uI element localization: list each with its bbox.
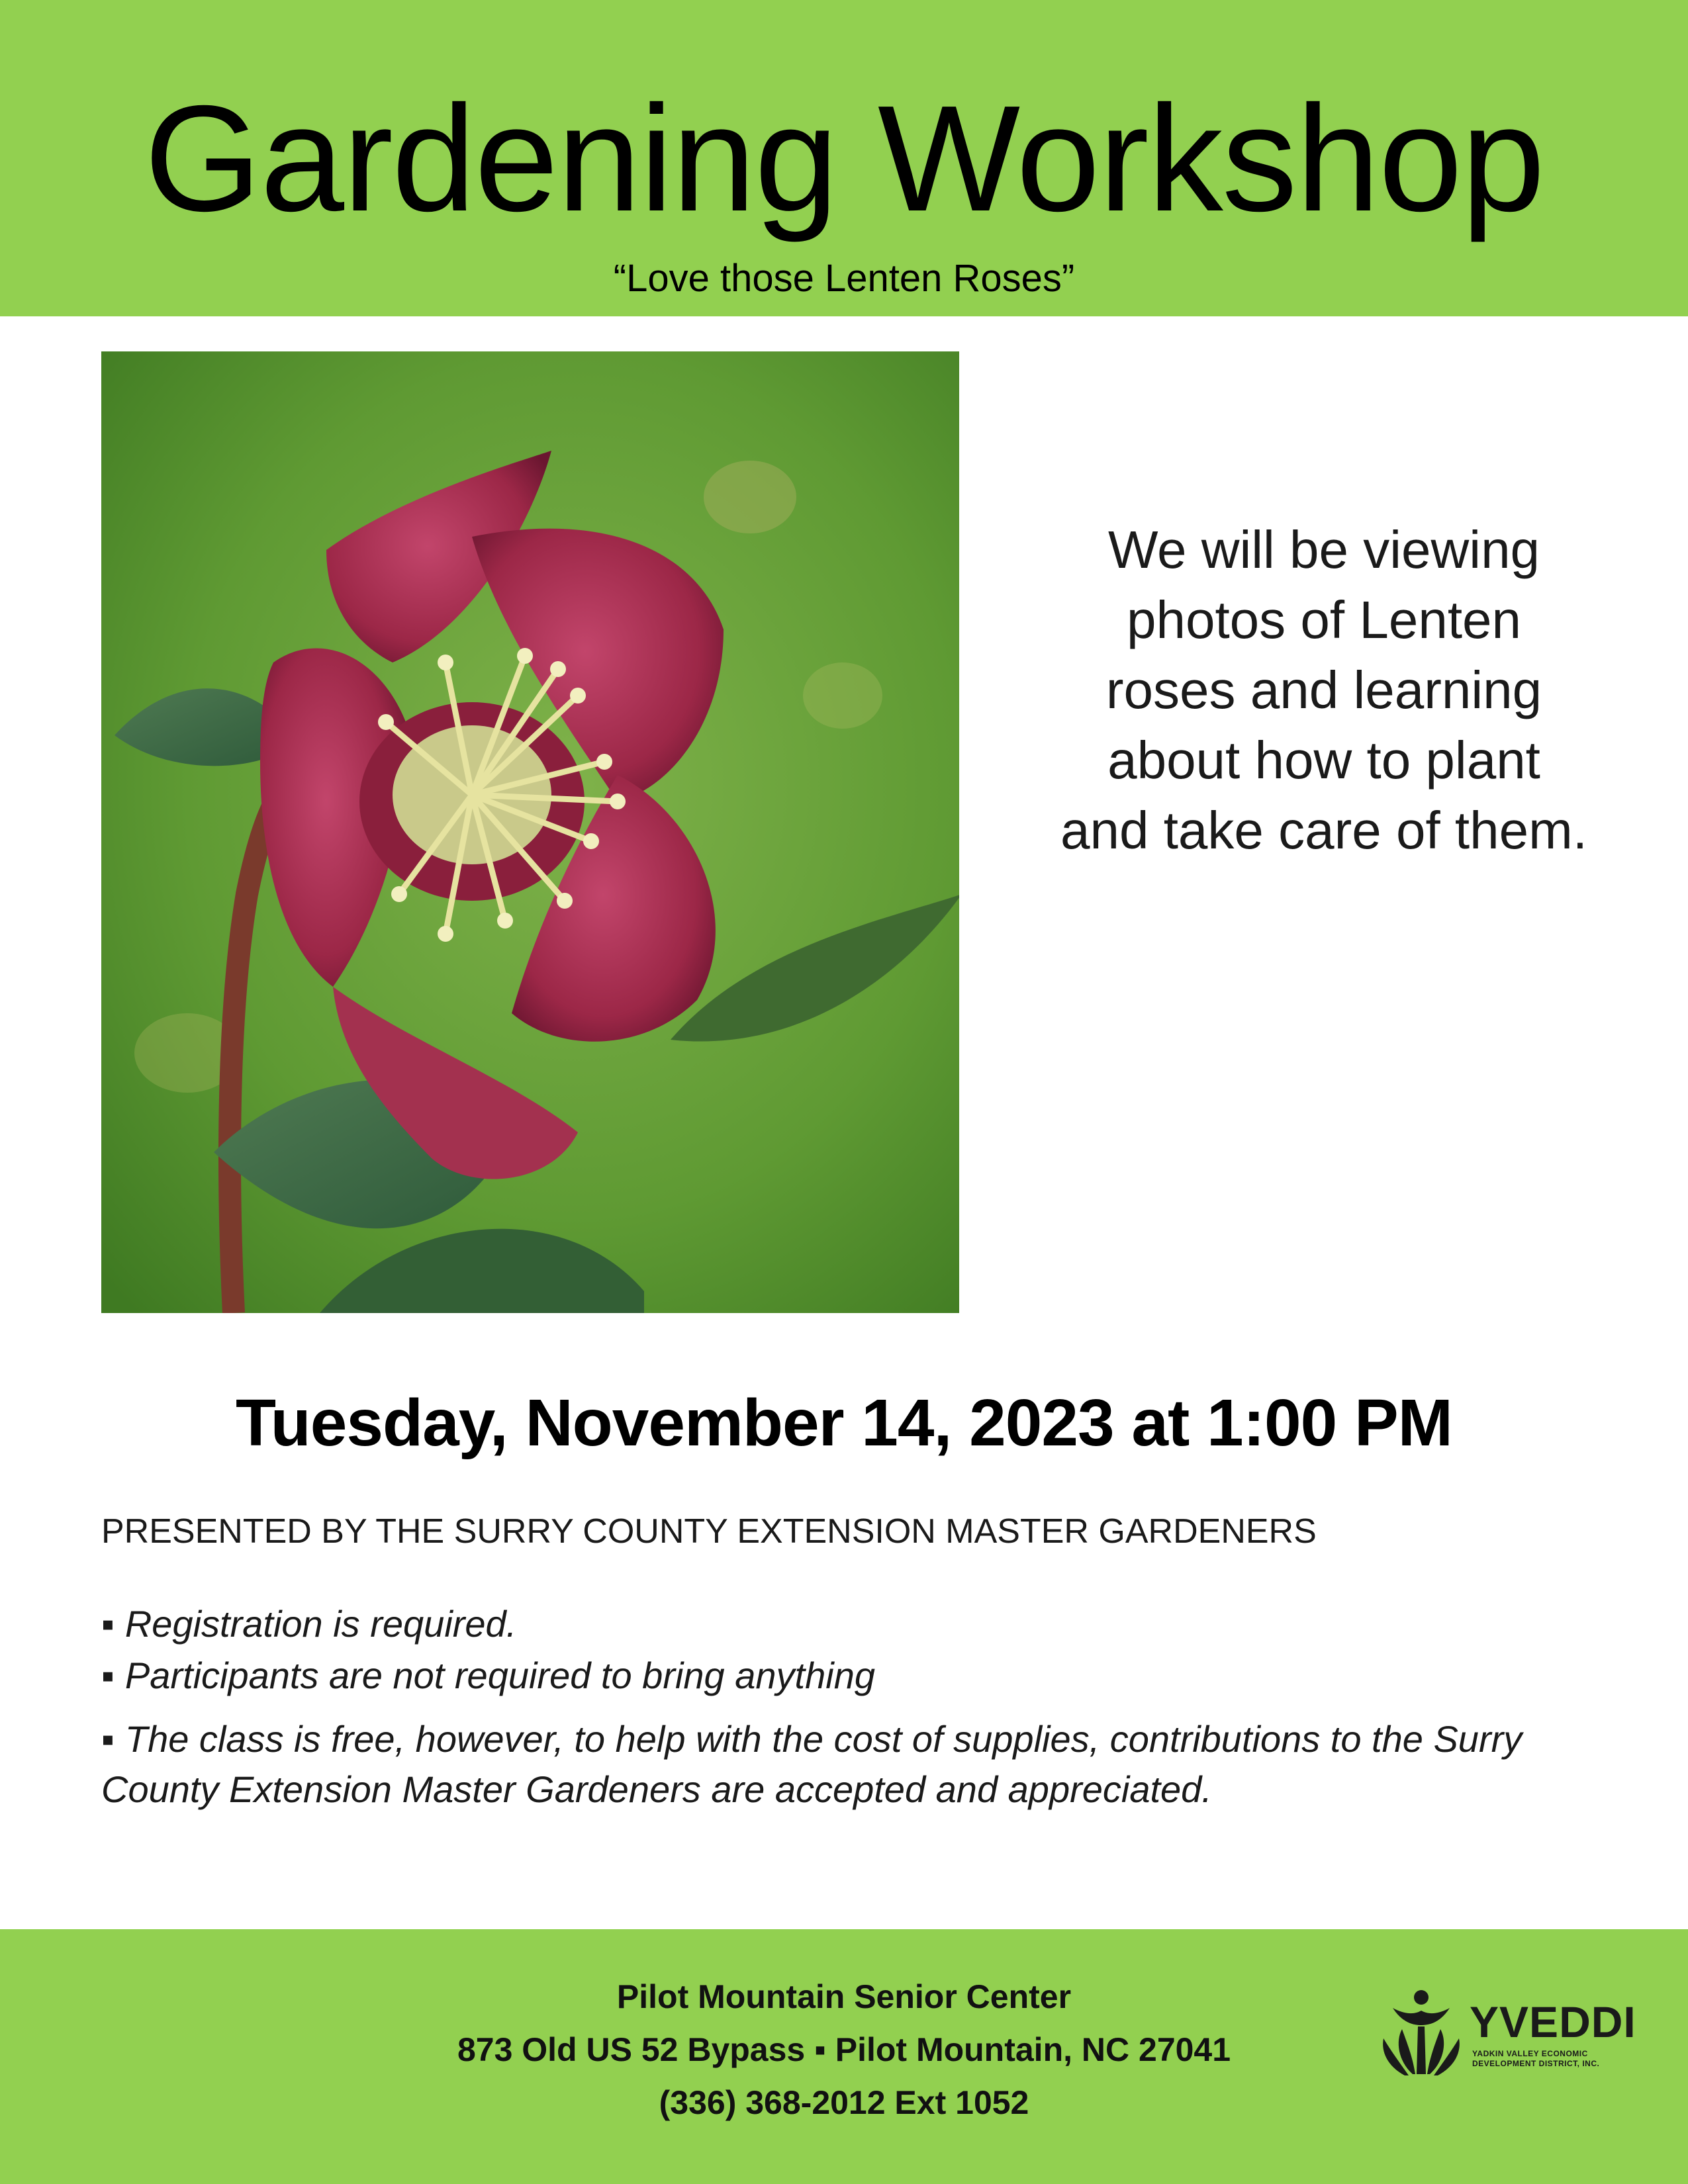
page-title: Gardening Workshop (144, 75, 1544, 243)
logo-name: YVEDDI (1470, 1997, 1636, 2046)
yveddi-logo (1378, 1988, 1636, 2087)
list-item (101, 1651, 1591, 1701)
list-item (101, 1599, 1591, 1649)
page-subtitle: “Love those Lenten Roses” (613, 257, 1075, 300)
notes-list (101, 1599, 1591, 1816)
workshop-description (1033, 515, 1615, 866)
note-text: Registration is required. (124, 1603, 517, 1645)
event-date-time: Tuesday, November 14, 2023 at 1:00 PM (236, 1386, 1452, 1460)
description-line: roses and learning (1105, 660, 1542, 719)
bullet-icon: ▪ (101, 1718, 115, 1760)
bullet-icon: ▪ (101, 1655, 115, 1696)
description-line: photos of Lenten (1126, 590, 1522, 649)
note-text: The class is free, however, to help with the cost of supplies, contributions to the Surry County Extension Master Gardeners are accepted and appreciated. (101, 1718, 1523, 1810)
description-line: We will be viewing (1107, 520, 1540, 579)
note-text: Participants are not required to bring anything (124, 1655, 875, 1696)
description-line: about how to plant (1107, 731, 1540, 790)
venue-address: 873 Old US 52 Bypass ▪ Pilot Mountain, NC 27041 (457, 2031, 1231, 2068)
logo-tagline: YADKIN VALLEY ECONOMIC DEVELOPMENT DISTRICT, INC. (1472, 2049, 1600, 2068)
lenten-rose-photo (101, 351, 959, 1313)
list-item (101, 1714, 1591, 1815)
venue-name: Pilot Mountain Senior Center (616, 1978, 1072, 2015)
venue-phone: (336) 368-2012 Ext 1052 (659, 2084, 1029, 2121)
description-line: and take care of them. (1060, 801, 1587, 860)
yveddi-logo-icon (1378, 1988, 1464, 2081)
bullet-icon: ▪ (101, 1603, 115, 1645)
presenter-line: PRESENTED BY THE SURRY COUNTY EXTENSION MASTER GARDENERS (101, 1512, 1317, 1551)
